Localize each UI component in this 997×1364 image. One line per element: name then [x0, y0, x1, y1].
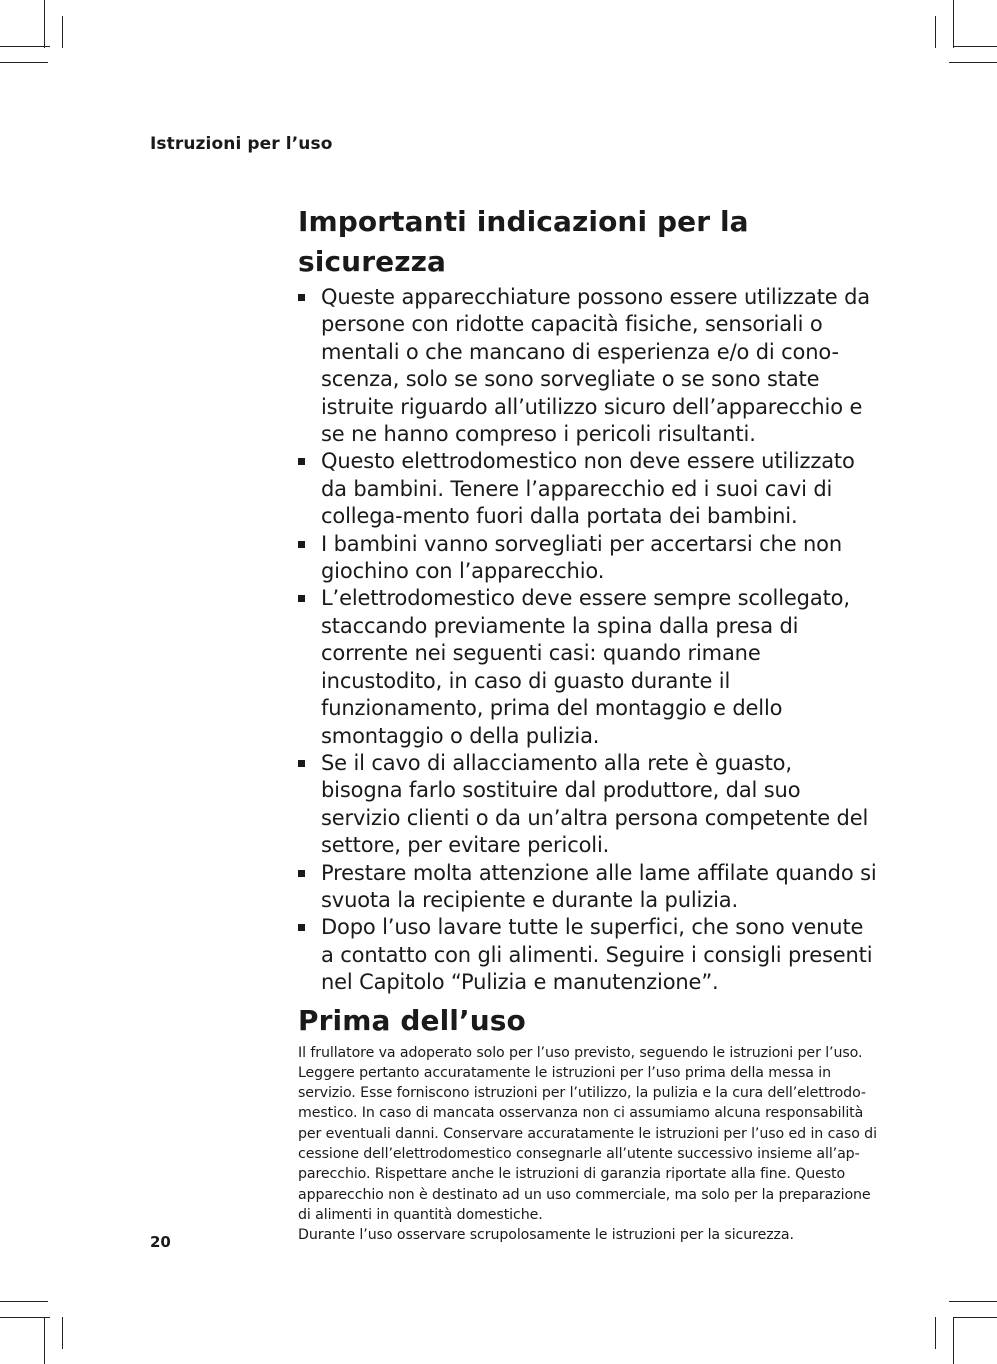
crop-mark	[949, 62, 997, 63]
safety-title: Importanti indicazioni per la sicurezza	[298, 205, 749, 278]
crop-mark	[949, 1301, 997, 1302]
page-number: 20	[150, 1233, 171, 1251]
before-use-body	[298, 1043, 878, 1246]
bullet-square-icon	[298, 870, 305, 877]
list-item-text: I bambini vanno sorvegliati per accertarsi che non giochino con l’apparecchio.	[321, 531, 843, 584]
list-item	[298, 585, 878, 749]
bullet-square-icon	[298, 595, 305, 602]
main-content	[298, 202, 878, 1246]
crop-mark	[935, 16, 936, 48]
list-item-text: Se il cavo di allacciamento alla rete è guasto, bisogna farlo sostituire dal produttore, dal suo servizio clienti o da un’altra persona competente del settore, per evitare pericoli.	[321, 750, 869, 858]
crop-mark	[0, 1317, 50, 1318]
crop-mark	[62, 16, 63, 48]
list-item	[298, 914, 878, 996]
list-item-text: Dopo l’uso lavare tutte le superfici, che sono venute a contatto con gli alimenti. Seguire i consigli presenti nel Capitolo “Pulizia e manutenzione”.	[321, 915, 873, 995]
bullet-square-icon	[298, 924, 305, 931]
bullet-square-icon	[298, 541, 305, 548]
crop-mark	[953, 46, 997, 47]
list-item	[298, 531, 878, 586]
list-item-text: L’elettrodomestico deve essere sempre scollegato, staccando previamente la spina dalla presa di corrente nei seguenti casi: quando rimane incustodito, in caso di guasto durante il funzionamento, prima del montaggio e dello smontaggio o della pulizia.	[321, 586, 850, 748]
before-use-title: Prima dell’uso	[298, 1003, 526, 1037]
before-use-body-text: Il frullatore va adoperato solo per l’uso previsto, seguendo le istruzioni per l’uso. Leggere pertanto accuratamente le istruzioni per l’uso prima della messa in servizio. Esse forniscono istruzioni per l’utilizzo, la pulizia e la cura dell’elettrodo-mestico. In caso di mancata osservanza non ci assumiamo alcuna responsabilità per eventuali danni. Conservare accuratamente le istruzioni per l’uso ed in caso di cessione dell’elettrodomestico consegnarle all’utente successivo insieme all’ap-parecchio. Rispettare anche le istruzioni di garanzia riportate alla fine. Questo apparecchio non è destinato ad un uso commerciale, ma solo per la preparazione di alimenti in quantità domestiche.	[298, 1044, 877, 1223]
crop-mark	[953, 1317, 954, 1364]
bullet-square-icon	[298, 294, 305, 301]
list-item-text: Questo elettrodomestico non deve essere utilizzato da bambini. Tenere l’apparecchio ed i suoi cavi di collega-mento fuori dalla portata dei bambini.	[321, 449, 855, 529]
list-item	[298, 750, 878, 860]
list-item-text: Queste apparecchiature possono essere utilizzate da persone con ridotte capacità fisiche, sensoriali o mentali o che mancano di esperienza e/o di cono-scenza, solo se sono sorvegliate o se sono state istruite riguardo all’utilizzo sicuro dell’apparecchio e se ne hanno compreso i pericoli risultanti.	[321, 285, 871, 447]
bullet-square-icon	[298, 760, 305, 767]
list-item	[298, 448, 878, 530]
bullet-square-icon	[298, 458, 305, 465]
crop-mark	[62, 1317, 63, 1349]
crop-mark	[953, 0, 954, 48]
running-head: Istruzioni per l’uso	[150, 134, 333, 154]
crop-mark	[44, 0, 45, 48]
list-item	[298, 284, 878, 448]
crop-mark	[0, 1301, 48, 1302]
safety-list	[298, 284, 878, 997]
before-use-closing: Durante l’uso osservare scrupolosamente le istruzioni per la sicurezza.	[298, 1227, 794, 1244]
crop-mark	[0, 62, 48, 63]
crop-mark	[44, 1317, 45, 1364]
crop-mark	[0, 46, 50, 47]
crop-mark	[935, 1317, 936, 1349]
list-item	[298, 860, 878, 915]
crop-mark	[953, 1317, 997, 1318]
list-item-text: Prestare molta attenzione alle lame affilate quando si svuota la recipiente e durante la pulizia.	[321, 860, 877, 912]
